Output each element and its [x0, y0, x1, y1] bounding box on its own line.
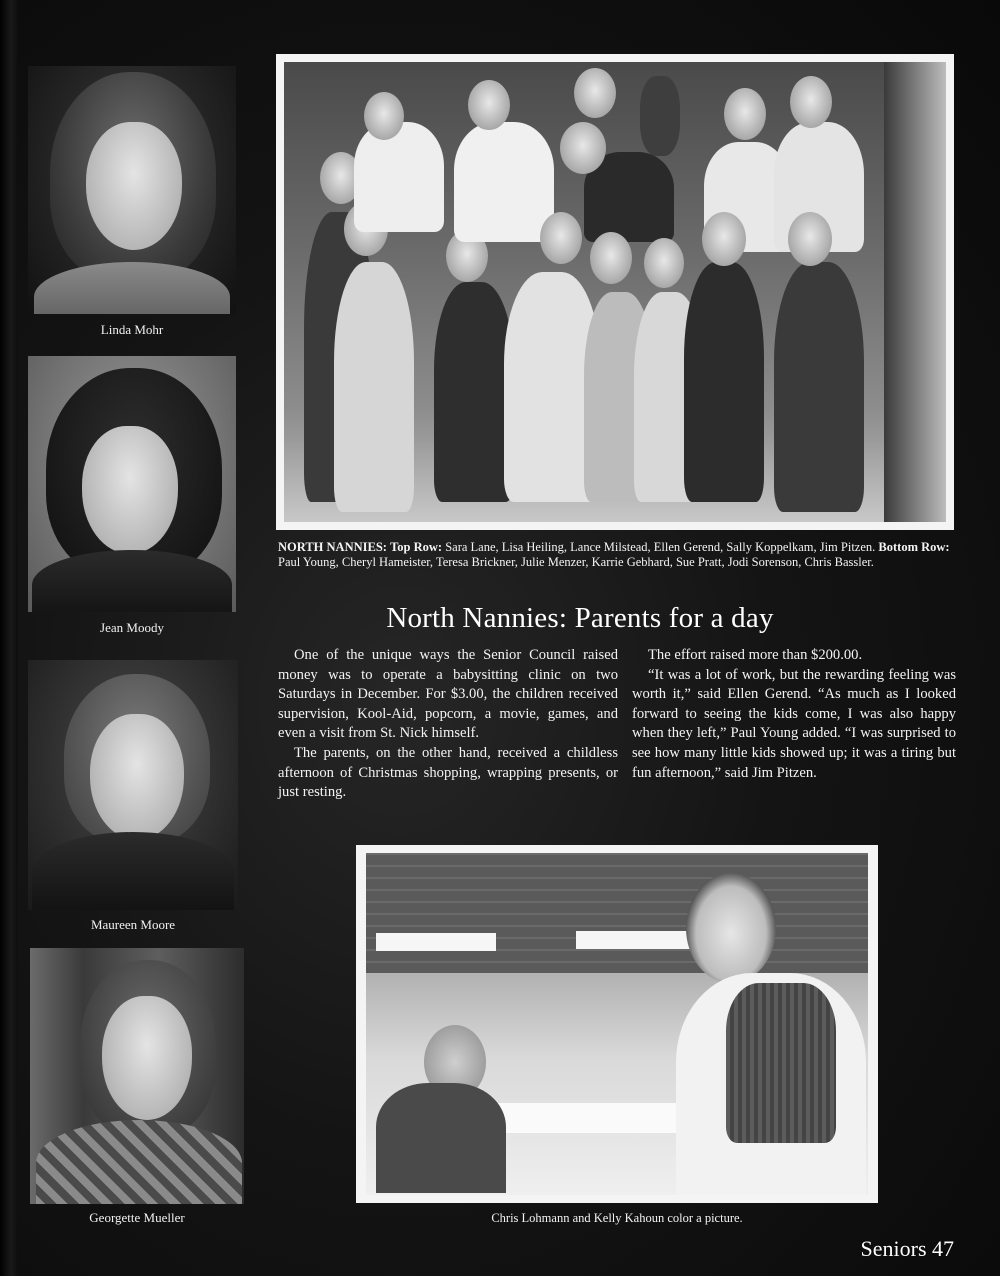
page-folio [861, 1236, 955, 1262]
bottom-photo-caption: Chris Lohmann and Kelly Kahoun color a picture. [491, 1211, 743, 1225]
group-photo-north-nannies [284, 62, 946, 522]
bottom-photo-coloring [366, 853, 868, 1195]
caption-lead: NORTH NANNIES: [278, 540, 387, 554]
article-paragraph: The effort raised more than $200.00. [648, 647, 863, 663]
page-spine-shadow [0, 0, 18, 1276]
article-paragraph: One of the unique ways the Senior Council raised money was to operate a babysitting clinic on two Saturdays in December. For $3.00, the children received supervision, Kool-Aid, popcorn, a movie, games, and even a visit from St. Nick himself. [278, 647, 618, 742]
portrait-caption: Jean Moody [100, 620, 164, 635]
folio-section: Seniors [860, 1236, 927, 1261]
bottom-row-names: Paul Young, Cheryl Hameister, Teresa Brickner, Julie Menzer, Karrie Gebhard, Sue Pratt, Jodi Sorenson, Chris Bassler. [278, 555, 874, 569]
portrait-photo-jean-moody [28, 356, 236, 612]
portrait-photo-georgette-mueller [30, 948, 244, 1204]
portrait-photo-maureen-moore [28, 660, 238, 910]
portrait-caption: Georgette Mueller [89, 1210, 185, 1225]
bottom-row-label: Bottom Row: [878, 540, 950, 554]
portrait-photo-linda-mohr [28, 66, 236, 314]
article-column-right [632, 646, 956, 783]
group-photo-caption [278, 540, 958, 570]
group-photo-frame [276, 54, 954, 530]
portrait-caption: Linda Mohr [100, 322, 164, 337]
article-paragraph: The parents, on the other hand, received a childless afternoon of Christmas shopping, wrapping presents, or just resting. [278, 744, 618, 801]
article-paragraph: “It was a lot of work, but the rewarding feeling was worth it,” said Ellen Gerend. “As much as I looked forward to seeing the kids come, I was also happy when they left,” Paul Young added. “I was surprised to see how many little kids showed up; it was a tiring but fun afternoon,” said Jim Pitzen. [632, 666, 956, 781]
article-column-left [278, 646, 618, 803]
top-row-names: Sara Lane, Lisa Heiling, Lance Milstead, Ellen Gerend, Sally Koppelkam, Jim Pitzen. [445, 540, 876, 554]
top-row-label: Top Row: [390, 540, 443, 554]
article-headline: North Nannies: Parents for a day [386, 602, 774, 634]
bottom-photo-frame [356, 845, 878, 1203]
portrait-caption: Maureen Moore [90, 917, 176, 932]
folio-page-number: 47 [932, 1236, 954, 1261]
